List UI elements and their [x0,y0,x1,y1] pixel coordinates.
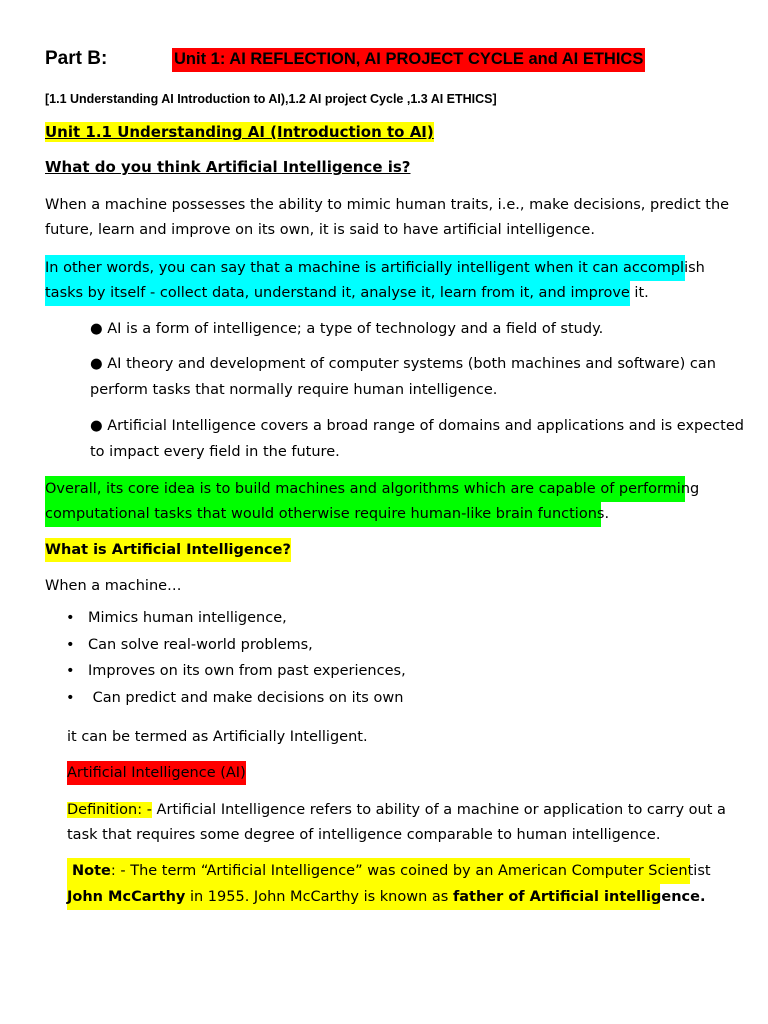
list-item-text: Can solve real-world problems, [88,637,313,653]
note-line [67,884,706,910]
list-item-text: Mimics human intelligence, [88,610,287,626]
unit-subtitle: [1.1 Understanding AI Introduction to AI),1.2 AI project Cycle ,1.3 AI ETHICS] [45,92,497,106]
note-line [67,858,711,884]
paragraph-line: When a machine possesses the ability to mimic human traits, i.e., make decisions, predict the [45,197,730,213]
note-label: Note [72,863,111,879]
father-text: father of Artificial intelligence. [452,889,706,905]
what-is-intro: When a machine… [45,578,182,594]
ai-label: Artificial Intelligence (AI) [67,761,246,785]
bullet-icon: • [66,637,75,653]
unit-title: Unit 1: AI REFLECTION, AI PROJECT CYCLE and AI ETHICS [172,48,645,72]
dot-bullet-item: ● AI theory and development of computer systems (both machines and software) can [90,356,716,372]
highlighted-line: tasks by itself - collect data, understand it, analyse it, learn from it, and improve it. [45,280,630,306]
definition-line [67,797,726,823]
what-is-heading: What is Artificial Intelligence? [45,538,291,562]
person-name: John McCarthy [67,889,186,905]
dot-bullet-item: ● AI is a form of intelligence; a type of technology and a field of study. [90,321,604,337]
definition-line: task that requires some degree of intelligence comparable to human intelligence. [67,827,661,843]
highlighted-line: Overall, its core idea is to build machines and algorithms which are capable of performing [45,476,685,502]
section-heading: Unit 1.1 Understanding AI (Introduction to AI) [45,123,434,141]
list-item-text: Can predict and make decisions on its own [88,690,404,706]
part-label: Part B: [45,48,108,69]
dot-bullet-continuation: to impact every field in the future. [90,444,340,460]
highlighted-line: computational tasks that would otherwise require human-like brain functions. [45,501,601,527]
paragraph-line: future, learn and improve on its own, it is said to have artificial intelligence. [45,222,595,238]
list-item [66,610,287,626]
bullet-icon: • [66,663,75,679]
highlighted-line: In other words, you can say that a machine is artificially intelligent when it can accomplish [45,255,685,281]
list-item [66,690,403,706]
what-is-conclusion: it can be termed as Artificially Intelligent. [67,729,368,745]
list-item [66,637,313,653]
note-text: : - The term “Artificial Intelligence” was coined by an American Computer Scientist [110,863,711,879]
dot-bullet-continuation: perform tasks that normally require human intelligence. [90,382,498,398]
dot-bullet-item: ● Artificial Intelligence covers a broad range of domains and applications and is expected [90,418,744,434]
list-item-text: Improves on its own from past experiences, [88,663,406,679]
definition-label: Definition: - [67,802,152,818]
section-question: What do you think Artificial Intelligence is? [45,158,411,176]
bullet-icon: • [66,690,75,706]
note-text: in 1955. John McCarthy is known as [185,889,453,905]
list-item [66,663,406,679]
bullet-icon: • [66,610,75,626]
definition-text: Artificial Intelligence refers to ability of a machine or application to carry out a [151,802,726,818]
